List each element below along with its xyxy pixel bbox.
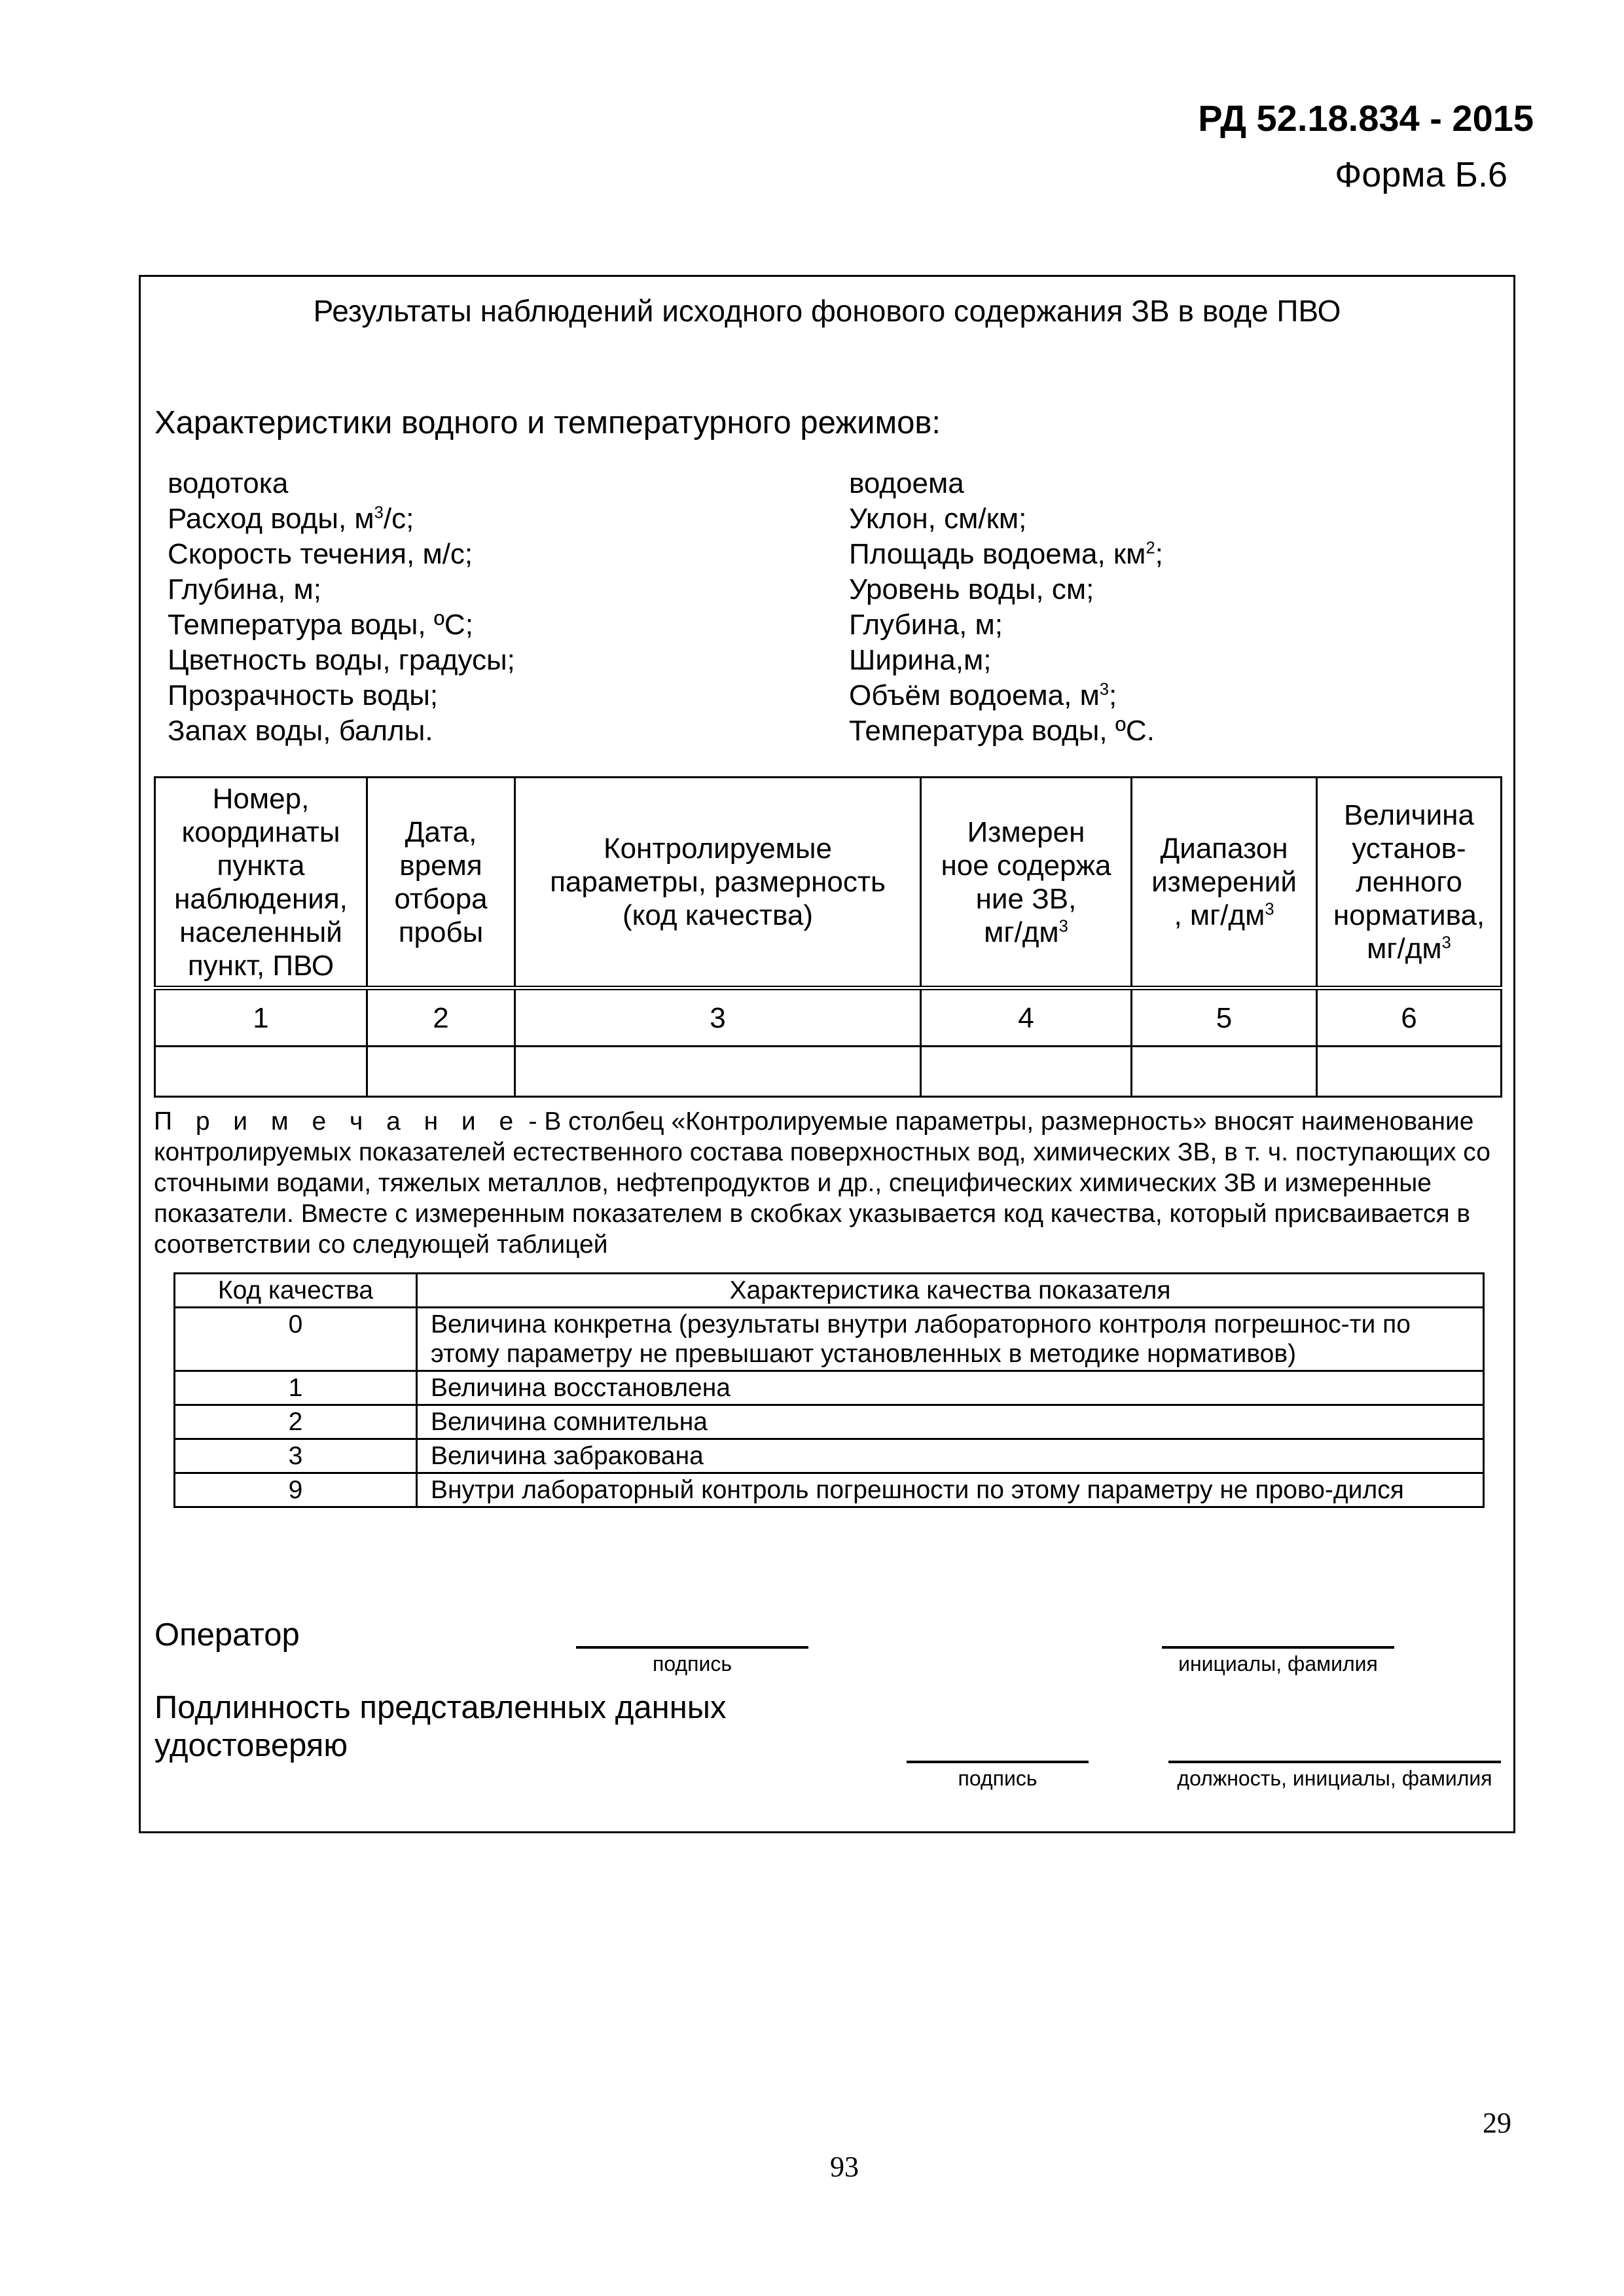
param-label: Уклон, см/км; [849,503,1027,535]
quality-code: 0 [175,1308,417,1371]
quality-desc: Величина забракована [417,1439,1484,1473]
quality-code: 3 [175,1439,417,1473]
reservoir-params [849,466,1163,749]
table-note [154,1106,1502,1260]
results-table [154,776,1502,1098]
signature-caption: подпись [653,1652,732,1676]
quality-desc: Величина конкретна (результаты внутри лабораторного контроля погрешнос-ти по этому параметру не превышают установленных в методике нормативов) [417,1308,1484,1371]
header-cell: Номер, координаты пункта наблюдения, населенный пункт, ПВО [155,778,367,988]
note-text: - В столбец «Контролируемые параметры, размерность» вносят наименование контролируемых показателей естественного состава поверхностных вод, химических ЗВ, в т. ч. поступающих со сточными водами, тяжелых металлов, нефтепродуктов и др., специфических химических ЗВ и измеренные показатели. Вместе с измеренным показателем в скобках указывается код качества, который присваивается в соответствии со следующей таблицей [154,1107,1490,1259]
quality-code: 2 [175,1405,417,1439]
entry-cell[interactable] [1317,1047,1502,1097]
param-label: Уровень воды, см; [849,573,1094,605]
entry-cell[interactable] [155,1047,367,1097]
desc-column-header: Характеристика качества показателя [417,1274,1484,1308]
param-label: Температура воды, ºС; [168,609,473,641]
entry-cell[interactable] [367,1047,515,1097]
outer-page-number: 93 [830,2151,859,2183]
inner-page-number: 29 [1483,2107,1511,2139]
header-cell: Диапазон измерений , $мг/дм^3$ [1132,778,1317,988]
flow-rate-label: Расход воды, $м^3/с$; [168,503,414,535]
header-cell: Контролируемые параметры, размерность (код качества) [515,778,921,988]
table-row [175,1308,1484,1371]
form-title: Результаты наблюдений исходного фонового содержания ЗВ в воде ПВО [313,294,1341,328]
quality-code: 9 [175,1473,417,1507]
entry-cell[interactable] [921,1047,1132,1097]
table-row [175,1473,1484,1507]
quality-desc: Величина восстановлена [417,1371,1484,1405]
param-label: Глубина, м; [849,609,1003,641]
param-label: Температура воды, ºС. [849,715,1155,747]
quality-code-table [173,1272,1485,1508]
header-cell: Дата, время отбора пробы [367,778,515,988]
operator-name-line[interactable] [1162,1646,1394,1649]
operator-label: Оператор [154,1617,300,1653]
quality-desc: Внутри лабораторный контроль погрешности по этому параметру не прово-дился [417,1473,1484,1507]
column-number: 3 [515,988,921,1047]
param-label: Ширина,м; [849,644,992,676]
watercourse-heading: водотока [168,467,289,499]
header-cell: Величина установ- ленного норматива, $мг/дм^3$ [1317,778,1502,988]
authenticity-label: Подлинность представленных данных удостоверяю [154,1690,727,1763]
reservoir-heading: водоема [849,467,964,499]
column-number: 2 [367,988,515,1047]
code-column-header: Код качества [175,1274,417,1308]
column-number: 6 [1317,988,1502,1047]
quality-code: 1 [175,1371,417,1405]
entry-cell[interactable] [515,1047,921,1097]
document-code: РД 52.18.834 - 2015 [1198,98,1534,139]
data-entry-row [155,1047,1502,1097]
regime-heading: Характеристики водного и температурного режимов: [154,405,941,440]
watercourse-params [168,466,515,749]
area-label: Площадь водоема, $км^2$; [849,538,1163,570]
column-number-row [155,988,1502,1047]
param-label: Запах воды, баллы. [168,715,433,747]
entry-cell[interactable] [1132,1047,1317,1097]
column-number: 4 [921,988,1132,1047]
initials-caption: инициалы, фамилия [1178,1652,1378,1676]
certifier-signature-line[interactable] [907,1761,1089,1763]
param-label: Глубина, м; [168,573,321,605]
operator-signature-line[interactable] [576,1646,808,1649]
volume-label: Объём водоема, $м^3$; [849,679,1117,711]
header-cell: Измерен ное содержа ние ЗВ, $мг/дм^3$ [921,778,1132,988]
quality-header-row [175,1274,1484,1308]
table-header-row [155,778,1502,988]
form-number: Форма Б.6 [1335,155,1507,194]
note-prefix: П р и м е ч а н и е [154,1107,522,1136]
column-number: 5 [1132,988,1317,1047]
table-row [175,1371,1484,1405]
position-caption: должность, инициалы, фамилия [1177,1767,1492,1790]
quality-desc: Величина сомнительна [417,1405,1484,1439]
certifier-name-line[interactable] [1168,1761,1501,1763]
param-label: Цветность воды, градусы; [168,644,515,676]
signature-caption: подпись [958,1767,1038,1790]
table-row [175,1439,1484,1473]
table-row [175,1405,1484,1439]
param-label: Скорость течения, м/с; [168,538,473,570]
column-number: 1 [155,988,367,1047]
param-label: Прозрачность воды; [168,679,439,711]
